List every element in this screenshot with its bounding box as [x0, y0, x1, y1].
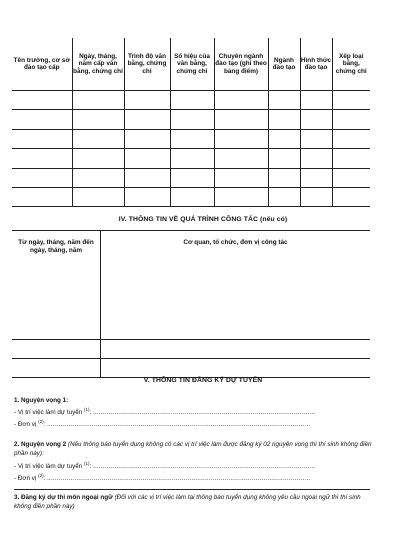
nv1-position-line[interactable]: - Vị trí việc làm dự tuyển $^{(1)}$: .................................................................................................................. — [14, 406, 316, 416]
nv1-position-label: - Vị trí việc làm dự tuyển — [14, 409, 83, 416]
footnote-2: (2) — [38, 472, 44, 478]
table-row[interactable] — [12, 187, 370, 206]
header-degree-level: Trình độ văn bằng, chứng chỉ — [124, 38, 170, 91]
nv1-unit-label: - Đơn vị — [14, 421, 37, 428]
education-table — [12, 38, 370, 207]
nv2-title: 2. Nguyện vọng 2 — [14, 441, 67, 448]
header-specialization: Chuyên ngành đào tạo (ghi theo bảng điểm) — [214, 38, 268, 91]
item3-heading — [14, 494, 374, 511]
nv1-unit-field[interactable]: ....................................................................................................................................... — [47, 421, 311, 428]
nv2-unit-label: - Đơn vị — [14, 475, 37, 482]
table-row[interactable] — [12, 149, 370, 168]
nv2-unit-line[interactable]: - Đơn vị $^{(2)}$: ....................................................................................................................................... — [14, 472, 311, 482]
header-degree-number: Số hiệu của văn bằng, chứng chỉ — [170, 38, 214, 91]
header-organization: Cơ quan, tổ chức, đơn vị công tác — [101, 231, 371, 340]
header-school: Tên trường, cơ sở đào tạo cấp — [12, 38, 72, 91]
table-row[interactable] — [12, 359, 370, 378]
table-row[interactable] — [12, 340, 370, 359]
divider — [14, 489, 370, 490]
table-row[interactable] — [12, 129, 370, 148]
nv2-position-line[interactable]: - Vị trí việc làm dự tuyển $^{(1)}$: .................................................................................................................. — [14, 460, 316, 470]
item3-title: 3. Đăng ký dự thi môn ngoại ngữ — [14, 494, 113, 501]
nv2-note: (Nếu thông báo tuyển dụng không có các vị trí việc làm được đăng ký 02 nguyện vọng thì thí sinh không điền phần này): — [14, 441, 372, 457]
header-grade: Xếp loại bằng, chứng chỉ — [332, 38, 370, 91]
section-5-title: V. THÔNG TIN ĐĂNG KÝ DỰ TUYỂN — [143, 377, 263, 384]
nv2-unit-field[interactable]: ....................................................................................................................................... — [47, 475, 311, 482]
nv1-position-field[interactable]: .................................................................................................................. — [93, 409, 316, 416]
footnote-1: (1) — [84, 406, 90, 412]
nv2-heading — [14, 441, 374, 458]
header-major: Ngành đào tạo — [268, 38, 300, 91]
header-training-form: Hình thức đào tạo — [300, 38, 332, 91]
nv2-position-field[interactable]: .................................................................................................................. — [93, 463, 316, 470]
table-row[interactable] — [12, 168, 370, 187]
item3-note: (Đối với các vị trí việc làm tại thông báo tuyển dụng không yêu cầu ngoại ngữ thì thí sinh không điền phần này) — [14, 494, 361, 510]
work-header-row — [12, 231, 370, 340]
table-row[interactable] — [12, 91, 370, 110]
nv2-position-label: - Vị trí việc làm dự tuyển — [14, 463, 83, 470]
section-4-title: IV. THÔNG TIN VỀ QUÁ TRÌNH CÔNG TÁC (nếu có) — [118, 216, 288, 223]
header-issue-date: Ngày, tháng, năm cấp văn bằng, chứng chỉ — [72, 38, 124, 91]
education-header-row — [12, 38, 370, 91]
footnote-1: (1) — [84, 460, 90, 466]
nv1-unit-line[interactable]: - Đơn vị $^{(2)}$: ....................................................................................................................................... — [14, 418, 311, 428]
header-period: Từ ngày, tháng, năm đến ngày, tháng, năm — [12, 231, 101, 340]
nv1-title: 1. Nguyện vọng 1: — [14, 397, 69, 404]
footnote-2: (2) — [38, 418, 44, 424]
work-history-table — [12, 230, 370, 378]
table-row[interactable] — [12, 110, 370, 129]
